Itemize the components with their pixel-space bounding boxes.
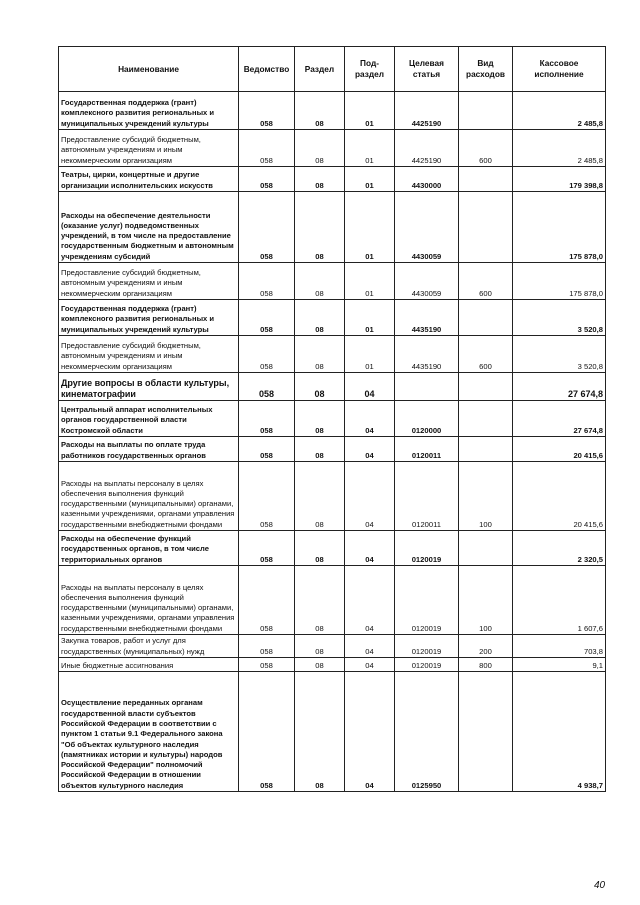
row-section: 08 [295,167,345,192]
table-row [59,462,606,531]
header-name: Наименование [59,47,239,92]
row-subsection: 01 [345,92,395,130]
row-target-article [395,373,459,401]
header-expense-type: Вид расходов [459,47,513,92]
row-target-article: 0120011 [395,437,459,462]
row-subsection: 01 [345,167,395,192]
row-target-article: 4435190 [395,336,459,373]
row-name: Расходы на обеспечение деятельности (оказание услуг) подведомственных учреждений, в том числе на предоставление государственным бюджетным и автономным учреждениям субсидий [59,192,239,263]
table-row [59,437,606,462]
table-row [59,401,606,437]
table-row [59,672,606,792]
row-target-article: 0120000 [395,401,459,437]
row-target-article: 0120019 [395,635,459,658]
row-amount: 4 938,7 [513,672,606,792]
row-ministry: 058 [239,167,295,192]
page-number: 40 [594,880,606,891]
row-subsection: 04 [345,437,395,462]
table-row [59,336,606,373]
row-expense-type: 600 [459,263,513,300]
header-ministry: Ведомство [239,47,295,92]
row-name: Предоставление субсидий бюджетным, автономным учреждениям и иным некоммерческим организациям [59,130,239,167]
row-amount: 27 674,8 [513,373,606,401]
row-section: 08 [295,437,345,462]
table-body [59,92,606,792]
row-name: Другие вопросы в области культуры, кинематографии [59,373,239,401]
row-name: Предоставление субсидий бюджетным, автономным учреждениям и иным некоммерческим организациям [59,336,239,373]
row-target-article: 4425190 [395,92,459,130]
row-ministry: 058 [239,300,295,336]
row-ministry: 058 [239,672,295,792]
row-expense-type [459,401,513,437]
row-amount: 2 320,5 [513,531,606,566]
row-subsection: 01 [345,336,395,373]
row-expense-type [459,672,513,792]
row-target-article: 4430059 [395,192,459,263]
table-row [59,167,606,192]
row-name: Предоставление субсидий бюджетным, автономным учреждениям и иным некоммерческим организациям [59,263,239,300]
row-expense-type: 800 [459,658,513,672]
row-section: 08 [295,566,345,635]
row-amount: 2 485,8 [513,92,606,130]
row-target-article: 4435190 [395,300,459,336]
row-name: Расходы на выплаты по оплате труда работников государственных органов [59,437,239,462]
row-ministry: 058 [239,92,295,130]
row-subsection: 04 [345,531,395,566]
row-subsection: 01 [345,192,395,263]
row-target-article: 0120019 [395,531,459,566]
row-name: Центральный аппарат исполнительных органов государственной власти Костромской области [59,401,239,437]
row-subsection: 04 [345,462,395,531]
row-name: Театры, цирки, концертные и другие организации исполнительских искусств [59,167,239,192]
row-amount: 1 607,6 [513,566,606,635]
row-ministry: 058 [239,462,295,531]
header-cash-execution: Кассовое исполнение [513,47,606,92]
row-section: 08 [295,462,345,531]
header-section: Раздел [295,47,345,92]
row-subsection: 04 [345,401,395,437]
row-amount: 3 520,8 [513,300,606,336]
row-target-article: 4430059 [395,263,459,300]
row-expense-type [459,167,513,192]
table-row [59,300,606,336]
row-amount: 2 485,8 [513,130,606,167]
row-expense-type: 600 [459,336,513,373]
row-expense-type: 200 [459,635,513,658]
row-target-article: 4425190 [395,130,459,167]
header-subsection: Под- раздел [345,47,395,92]
row-target-article: 0125950 [395,672,459,792]
row-expense-type [459,300,513,336]
table-row [59,566,606,635]
row-section: 08 [295,401,345,437]
row-amount: 179 398,8 [513,167,606,192]
table-row [59,635,606,658]
table-row [59,531,606,566]
row-section: 08 [295,92,345,130]
row-name: Государственная поддержка (грант) комплексного развития региональных и муниципальных учреждений культуры [59,92,239,130]
row-expense-type: 600 [459,130,513,167]
row-ministry: 058 [239,401,295,437]
row-section: 08 [295,192,345,263]
row-expense-type [459,531,513,566]
row-target-article: 0120019 [395,658,459,672]
row-ministry: 058 [239,566,295,635]
row-subsection: 04 [345,635,395,658]
row-amount: 175 878,0 [513,192,606,263]
budget-execution-table [58,46,606,792]
row-ministry: 058 [239,192,295,263]
row-expense-type: 100 [459,462,513,531]
row-ministry: 058 [239,373,295,401]
table-header-row [59,47,606,92]
row-name: Государственная поддержка (грант) комплексного развития региональных и муниципальных учреждений культуры [59,300,239,336]
row-subsection: 04 [345,373,395,401]
row-amount: 9,1 [513,658,606,672]
row-name: Иные бюджетные ассигнования [59,658,239,672]
row-expense-type [459,373,513,401]
row-ministry: 058 [239,531,295,566]
row-ministry: 058 [239,336,295,373]
row-subsection: 04 [345,658,395,672]
row-ministry: 058 [239,263,295,300]
row-ministry: 058 [239,635,295,658]
row-ministry: 058 [239,437,295,462]
row-section: 08 [295,130,345,167]
row-amount: 703,8 [513,635,606,658]
row-subsection: 04 [345,672,395,792]
row-subsection: 01 [345,130,395,167]
row-section: 08 [295,531,345,566]
row-section: 08 [295,300,345,336]
row-subsection: 01 [345,300,395,336]
table-row [59,658,606,672]
budget-table-sheet [58,46,606,792]
row-amount: 175 878,0 [513,263,606,300]
row-target-article: 4430000 [395,167,459,192]
table-row [59,192,606,263]
table-row [59,92,606,130]
row-expense-type: 100 [459,566,513,635]
row-amount: 3 520,8 [513,336,606,373]
row-ministry: 058 [239,130,295,167]
row-section: 08 [295,672,345,792]
row-section: 08 [295,373,345,401]
table-row [59,373,606,401]
row-amount: 27 674,8 [513,401,606,437]
row-target-article: 0120011 [395,462,459,531]
row-section: 08 [295,658,345,672]
row-name: Закупка товаров, работ и услуг для государственных (муниципальных) нужд [59,635,239,658]
row-name: Осуществление переданных органам государственной власти субъектов Российской Федерации в соответствии с пунктом 1 статьи 9.1 Федерального закона "Об объектах культурного наследия (памятниках истории и культуры) народов Российской Федерации" полномочий Российской Федерации в отношении объектов культурного наследия [59,672,239,792]
row-amount: 20 415,6 [513,437,606,462]
row-subsection: 04 [345,566,395,635]
row-expense-type [459,92,513,130]
row-name: Расходы на выплаты персоналу в целях обеспечения выполнения функций государственными (муниципальными) органами, казенными учреждениями, органами управления государственными внебюджетными фондами [59,462,239,531]
row-subsection: 01 [345,263,395,300]
row-name: Расходы на обеспечение функций государственных органов, в том числе территориальных органов [59,531,239,566]
row-section: 08 [295,635,345,658]
row-expense-type [459,192,513,263]
table-row [59,130,606,167]
header-target-article: Целевая статья [395,47,459,92]
row-expense-type [459,437,513,462]
row-amount: 20 415,6 [513,462,606,531]
row-section: 08 [295,336,345,373]
row-target-article: 0120019 [395,566,459,635]
table-row [59,263,606,300]
row-name: Расходы на выплаты персоналу в целях обеспечения выполнения функций государственными (муниципальными) органами, казенными учреждениями, органами управления государственными внебюджетными фондами [59,566,239,635]
row-section: 08 [295,263,345,300]
row-ministry: 058 [239,658,295,672]
